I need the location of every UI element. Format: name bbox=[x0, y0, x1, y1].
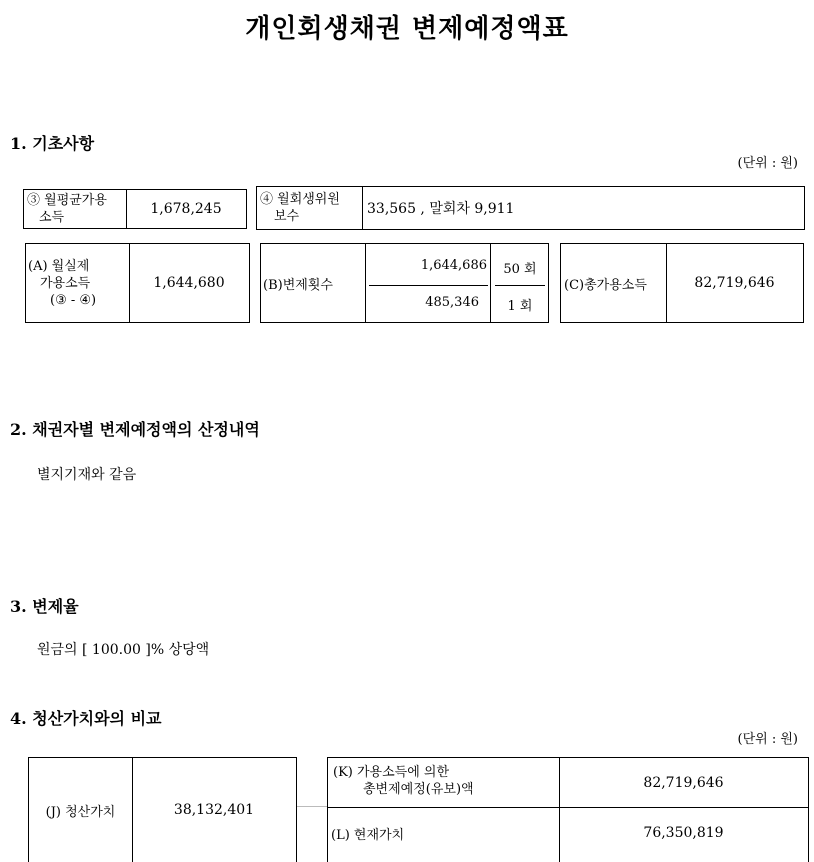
repayment-amount-bottom: 485,346 bbox=[425, 295, 479, 310]
total-by-income-label bbox=[333, 764, 558, 798]
monthly-available-label bbox=[26, 244, 129, 322]
commissioner-fee-label-line1: ④ 월회생위원 bbox=[260, 192, 340, 207]
avg-income-box bbox=[23, 189, 247, 229]
section1-heading: 1. 기초사항 bbox=[10, 134, 95, 153]
repayment-count-bottom: 1 회 bbox=[507, 299, 533, 314]
section4-unit: (단위 : 원) bbox=[737, 732, 798, 747]
liquidation-box bbox=[28, 757, 297, 862]
avg-income-value: 1,678,245 bbox=[150, 201, 222, 217]
total-by-income-label-line2: 총변제예정(유보)액 bbox=[363, 782, 474, 797]
section2-text: 별지기재와 같음 bbox=[37, 467, 137, 483]
monthly-available-box bbox=[25, 243, 250, 323]
divider bbox=[365, 244, 366, 322]
liquidation-label: (J) 청산가치 bbox=[45, 804, 116, 820]
section2-heading: 2. 채권자별 변제예정액의 산정내역 bbox=[10, 420, 260, 439]
avg-income-label bbox=[24, 190, 126, 228]
present-value-value: 76,350,819 bbox=[643, 825, 724, 841]
section4-heading: 4. 청산가치와의 비교 bbox=[10, 709, 162, 728]
monthly-available-label-line2: 가용소득 bbox=[40, 275, 91, 291]
repayment-count-top: 50 회 bbox=[503, 262, 537, 277]
fraction-line bbox=[369, 285, 488, 286]
present-value-label: (L) 현재가치 bbox=[331, 827, 405, 843]
total-available-box bbox=[560, 243, 804, 323]
connector-line bbox=[297, 806, 327, 807]
total-available-value: 82,719,646 bbox=[694, 275, 775, 291]
commissioner-fee-label bbox=[257, 187, 362, 229]
monthly-available-label-line1: (A) 월실제 bbox=[28, 258, 90, 274]
commissioner-fee-value: 33,565 , 말회차 9,911 bbox=[367, 201, 515, 217]
monthly-available-label-line3: (③ - ④) bbox=[50, 292, 97, 308]
total-available-label: (C)총가용소득 bbox=[564, 277, 647, 293]
comparison-box bbox=[327, 757, 809, 862]
fraction-line bbox=[495, 285, 545, 286]
section1-unit: (단위 : 원) bbox=[737, 156, 798, 171]
avg-income-label-line1: ③ 월평균가용 bbox=[27, 193, 107, 208]
repayment-amount-top: 1,644,686 bbox=[420, 258, 487, 273]
repayment-count-box bbox=[260, 243, 549, 323]
total-by-income-label-line1: (K) 가용소득에 의한 bbox=[333, 765, 450, 780]
commissioner-fee-label-line2: 보수 bbox=[274, 209, 300, 224]
repayment-count-label: (B)변제횟수 bbox=[263, 277, 333, 293]
commissioner-fee-box bbox=[256, 186, 805, 230]
section3-text: 원금의 [ 100.00 ]% 상당액 bbox=[37, 642, 210, 658]
divider bbox=[362, 187, 363, 229]
section3-heading: 3. 변제율 bbox=[10, 597, 79, 616]
monthly-available-value: 1,644,680 bbox=[153, 275, 225, 291]
avg-income-label-line2: 소득 bbox=[39, 210, 65, 225]
total-by-income-value: 82,719,646 bbox=[643, 774, 724, 791]
page-title: 개인회생채권 변제예정액표 bbox=[245, 14, 569, 44]
liquidation-value: 38,132,401 bbox=[173, 802, 255, 818]
